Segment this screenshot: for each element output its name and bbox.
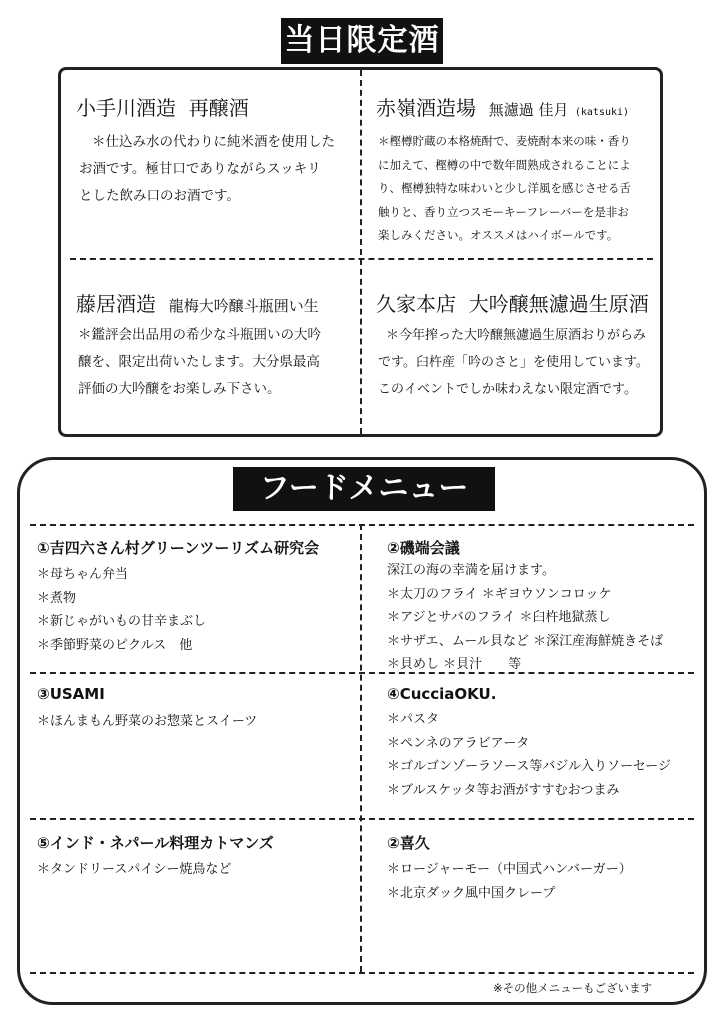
vendor-name: ②喜久: [387, 834, 430, 852]
desc-line: に加えて、樫樽の中で数年間熟成されることによ: [378, 157, 631, 172]
vendor-items: [37, 563, 206, 657]
brewery-name: 赤嶺酒造場: [376, 96, 476, 120]
menu-item: ＊パスタ: [387, 712, 440, 727]
sake-vertical-divider: [360, 70, 362, 434]
desc-line: 触りと、香り立つスモーキーフレーバーを是非お: [378, 204, 629, 219]
menu-item: ＊新じゃがいもの甘辛まぶし: [37, 614, 207, 629]
desc-line: 楽しみください。オススメはハイボールです。: [378, 228, 619, 242]
product-name: 大吟醸無濾過生原酒: [468, 292, 649, 316]
desc-line: です。臼杵産「吟のさと」を使用しています。: [378, 355, 649, 370]
menu-item: ＊サザエ、ムール貝など ＊深江産海鮮焼きそば: [387, 633, 664, 649]
sake-item-title: [76, 288, 319, 317]
menu-item: ＊ロージャーモー（中国式ハンバーガー）: [387, 862, 632, 877]
menu-item: ＊ほんまもん野菜のお惣菜とスイーツ: [37, 714, 258, 729]
vendor-items: [387, 559, 663, 677]
desc-line: 醸を、限定出荷いたします。大分県最高: [78, 354, 320, 370]
vendor-items: [387, 708, 671, 802]
menu-item: 深江の海の幸満を届けます。: [387, 563, 555, 578]
vendor-name: ③USAMI: [37, 685, 105, 703]
vendor-name: ④CucciaOKU.: [387, 685, 497, 703]
sake-item-description: [378, 322, 649, 403]
brewery-name: 久家本店: [376, 292, 456, 316]
sake-item-title: [76, 92, 249, 121]
product-name: 龍梅大吟醸斗瓶囲い生: [168, 297, 319, 315]
menu-item: ＊タンドリースパイシー焼鳥など: [37, 862, 232, 877]
vendor-name: ②磯端会議: [387, 539, 460, 557]
menu-item: ＊ゴルゴンゾーラソース等バジル入りソーセージ: [387, 759, 671, 774]
food-vertical-divider: [360, 524, 362, 972]
menu-item: ＊ペンネのアラビアータ: [387, 735, 530, 751]
desc-line: ＊樫樽貯蔵の本格焼酎で、麦焼酎本来の味・香り: [378, 134, 631, 148]
desc-line: お酒です。極甘口でありながらスッキリ: [79, 161, 321, 177]
food-section-title: フードメニュー: [233, 467, 495, 511]
food-top-divider: [30, 524, 694, 526]
menu-item: ＊貝めし ＊貝汁 等: [387, 657, 522, 672]
food-bottom-divider: [30, 972, 694, 974]
vendor-items: [387, 858, 632, 905]
vendor-items: [37, 858, 231, 882]
desc-line: このイベントでしか味わえない限定酒です。: [378, 382, 637, 397]
menu-item: ＊煮物: [37, 590, 77, 606]
sake-horizontal-divider: [70, 258, 653, 260]
desc-line: り、樫樽独特な味わいと少し洋風を感じさせる舌: [378, 181, 631, 195]
footnote: ※その他メニューもございます: [493, 981, 653, 995]
menu-item: ＊季節野菜のピクルス 他: [37, 637, 193, 653]
sake-item-description: [378, 130, 631, 248]
sake-item-title: [376, 288, 649, 317]
vendor-items: [37, 710, 257, 734]
desc-line: ＊今年搾った大吟醸無濾過生原酒おりがらみ: [386, 328, 647, 343]
sake-item-title: [376, 92, 629, 121]
menu-item: ＊母ちゃん弁当: [37, 567, 129, 582]
desc-line: ＊仕込み水の代わりに純米酒を使用した: [92, 134, 335, 150]
desc-line: ＊鑑評会出品用の希少な斗瓶囲いの大吟: [78, 327, 321, 343]
menu-item: ＊ブルスケッタ等お酒がすすむおつまみ: [387, 782, 620, 798]
desc-line: 評価の大吟醸をお楽しみ下さい。: [78, 381, 281, 397]
menu-item: ＊太刀のフライ ＊ギヨウソンコロッケ: [387, 586, 612, 602]
brewery-name: 小手川酒造: [76, 96, 176, 120]
sake-section-title: 当日限定酒: [281, 18, 443, 64]
desc-line: とした飲み口のお酒です。: [79, 188, 240, 204]
sake-item-description: [79, 129, 335, 210]
menu-item: ＊北京ダック風中国クレープ: [387, 885, 556, 901]
product-name: 無濾過 佳月: [488, 101, 569, 119]
sake-item-description: [78, 322, 321, 403]
product-name: 再醸酒: [188, 96, 249, 120]
food-row-divider: [30, 818, 694, 820]
brewery-name: 藤居酒造: [76, 292, 156, 316]
vendor-name: ①吉四六さん村グリーンツーリズム研究会: [37, 539, 320, 557]
menu-item: ＊アジとサバのフライ ＊臼杵地獄蒸し: [387, 610, 611, 625]
vendor-name: ⑤インド・ネパール料理カトマンズ: [37, 834, 274, 852]
product-reading: (katsuki): [574, 107, 630, 118]
